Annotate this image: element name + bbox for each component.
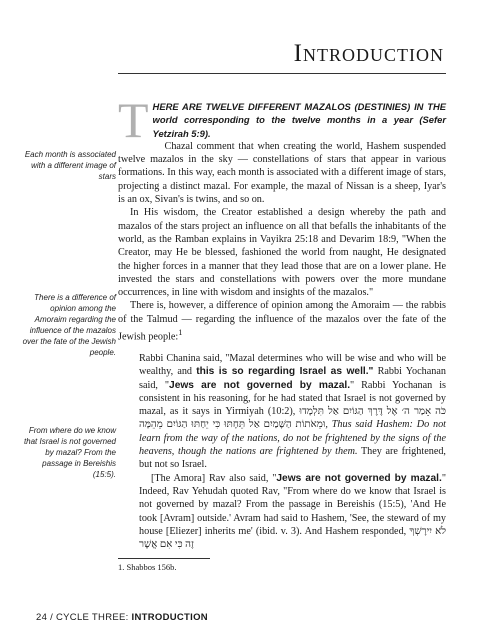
footnote: 1. Shabbos 156b. (118, 562, 177, 572)
opening-line: HERE ARE TWELVE DIFFERENT MAZALOS (DESTINIES) IN THE world corresponding to the twelve months in a year (Sefer Yetzirah 5:9). (152, 101, 446, 139)
footnote-ref: 1 (178, 327, 183, 338)
paragraph-3 (118, 299, 446, 343)
drop-cap: T (118, 92, 149, 148)
paragraph-2: In His wisdom, the Creator established a design whereby the path and mazalos of the stars project an influence on all that befalls the inhabitants of the world, as the Ramban explains in Vayikra 25:18 and Devarim 18:9, "When the Creator, may He be blessed, fashioned the world from naught, He designated the higher forces in a manner that they lead those that are on a lower plane. He invested the stars and constellations with powers over the more mundane occurrences, in line with wisdom and insights of the mazalos." (118, 207, 446, 299)
title-rule (118, 73, 446, 74)
paragraph-3-text: There is, however, a difference of opinion among the Amoraim — the rabbis of the Talmud — regarding the influence of the mazalos over the fate of the Jewish people: (118, 300, 446, 343)
margin-note-1: Each month is associated with a different image of stars (24, 150, 116, 181)
quote-paragraph-2: [The Amora] Rav also said, "Jews are not governed by mazal." Indeed, Rav Yehudah quoted Rav, "From where do we know that Israel is not governed by mazal? From the passage in Bereishis (15:5), 'And He took [Avram] outside.' Avram had said to Hashem, 'See, the steward of my house [Eliezer] inherits me' (ibid. v. 3). And Hashem responded, לֹא יִירָשְׁךָ זֶה כִּי אִם אֲשֶׁר (139, 472, 446, 551)
hebrew-verse: כֹּה אָמַר ה׳ אֶל דֶּרֶךְ הַגּוֹיִם אַל תִּלְמָדוּ וּמֵאֹתוֹת הַשָּׁמַיִם אַל תֵּחָתּוּ כִּי יֵחַתּוּ הַגּוֹיִם מֵהֵמָּה (139, 406, 446, 431)
quote-paragraph-1: Rabbi Chanina said, "Mazal determines who will be wise and who will be wealthy, and this is so regarding Israel as well." Rabbi Yochanan said, "Jews are not governed by mazal." Rabbi Yochanan is consistent in his reasoning, for he had stated that Israel is not governed by mazal, as it says in Yirmiyah (10:2), כֹּה אָמַר ה׳ אֶל דֶּרֶךְ הַגּוֹיִם אַל תִּלְמָדוּ וּמֵאֹתוֹת הַשָּׁמַיִם אַל תֵּחָתּוּ כִּי יֵחַתּוּ הַגּוֹיִם מֵהֵמָּה, Thus said Hashem: Do not learn from the way of the nations, do not be frightened by the signs of the heavens, though the nations are frightened by them. They are frightened, but not so Israel. (139, 353, 446, 471)
chapter-title: Introduction (293, 40, 444, 67)
page-footer: 24 / CYCLE THREE: INTRODUCTION (36, 612, 208, 623)
margin-note-2: There is a difference of opinion among the Amoraim regarding the influence of the mazalos over the fate of the Jewish people. (22, 293, 116, 357)
margin-note-3: From where do we know that Israel is not governed by mazal? From the passage in Bereishis (15:5). (23, 426, 116, 479)
talmud-quote (139, 352, 446, 551)
hebrew-verse-2: לֹא יִירָשְׁךָ זֶה כִּי אִם אֲשֶׁר (139, 525, 446, 551)
paragraph-1: Chazal comment that when creating the world, Hashem suspended twelve mazalos in the sky — constellations of stars that appear in various formations. In this way, each month is associated with a different image of stars, projecting a distinct mazal. For example, the mazal of Nissan is a sheep, Iyar's is an ox, Sivan's is twins, and so on. (118, 140, 446, 206)
main-text (118, 92, 446, 344)
footnote-rule (118, 558, 210, 559)
